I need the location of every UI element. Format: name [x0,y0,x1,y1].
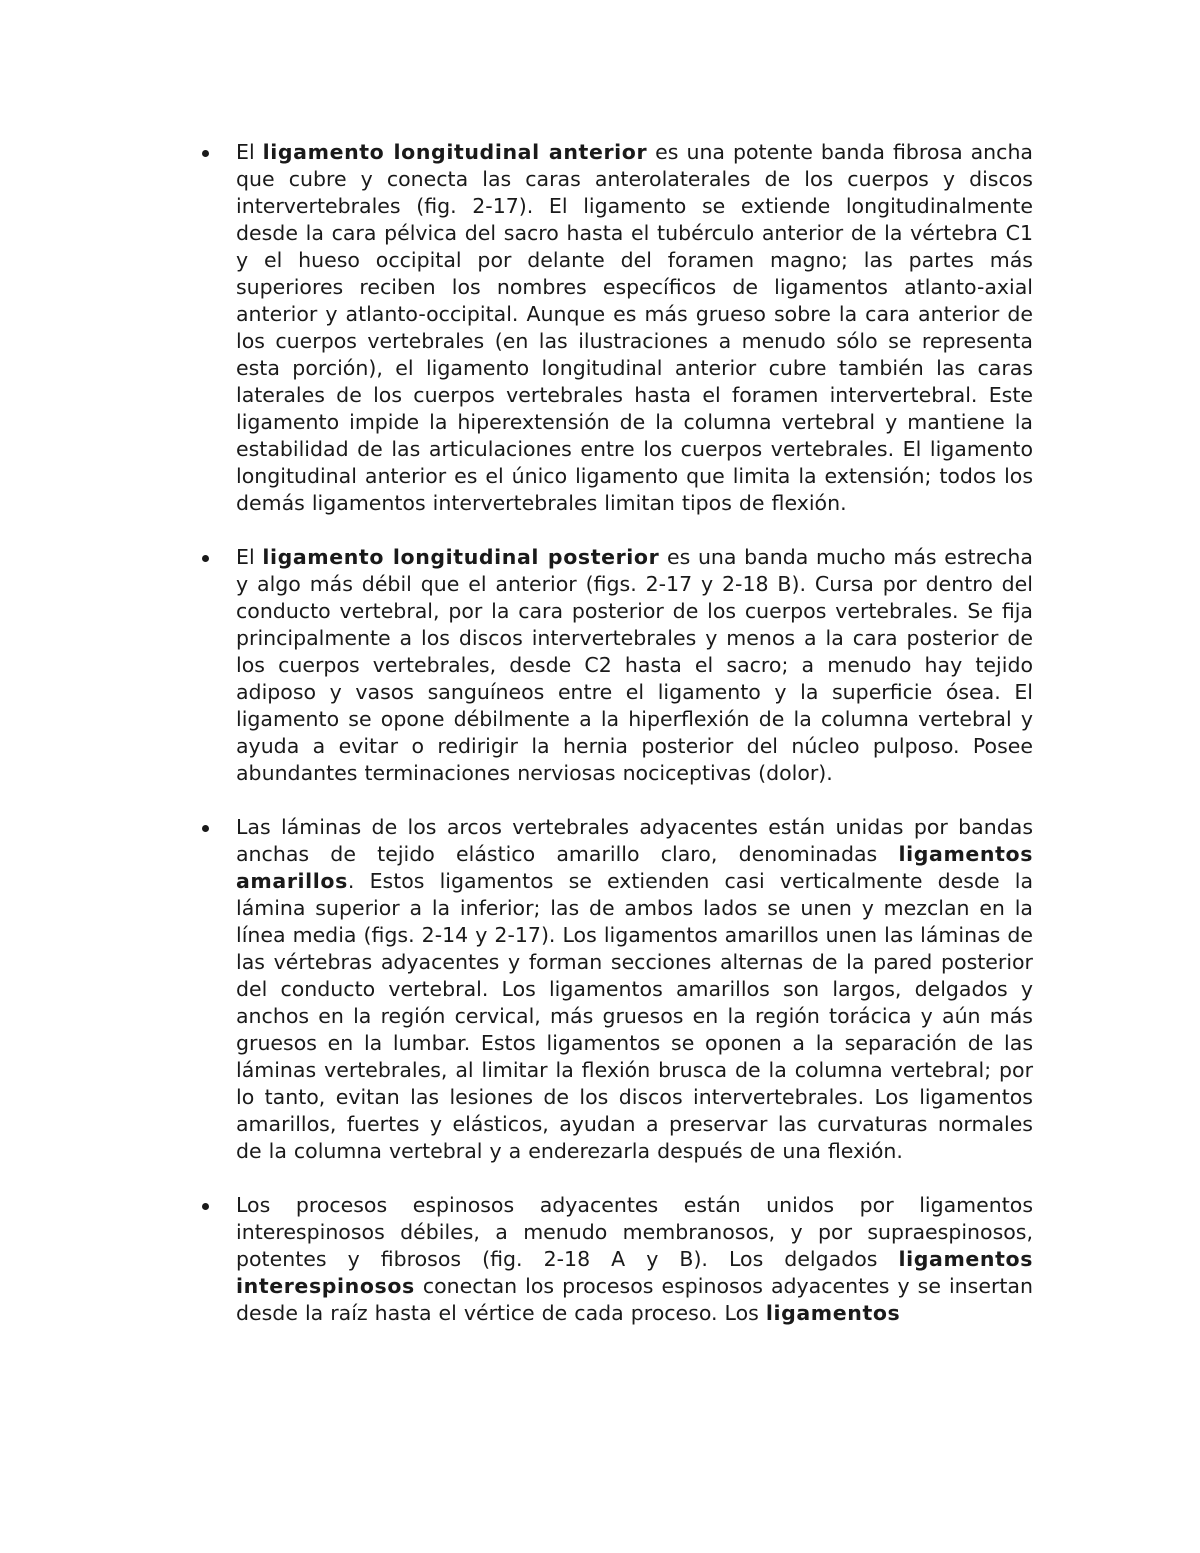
bullet-icon [202,555,209,562]
paragraph-text: conectan los procesos espinosos adyacentes y se insertan desde la raíz hasta el vértice de cada proceso. Los [236,1274,1033,1325]
paragraph-text: es una banda mucho más estrecha y algo más débil que el anterior (figs. 2-17 y 2-18 B). Cursa por dentro del conducto vertebral, por la cara posterior de los cuerpos vertebrales. Se fija principalmente a los discos intervertebrales y menos a la cara posterior de los cuerpos vertebrales, desde C2 hasta el sacro; a menudo hay tejido adiposo y vasos sanguíneos entre el ligamento y la superficie ósea. El ligamento se opone débilmente a la hiperflexión de la columna vertebral y ayuda a evitar o redirigir la hernia posterior del núcleo pulposo. Posee abundantes terminaciones nerviosas nociceptivas (dolor). [236,545,1033,785]
list-item [236,814,1033,1165]
list-item [236,139,1033,517]
paragraph-text: El [236,140,263,164]
paragraph-text: es una potente banda fibrosa ancha que cubre y conecta las caras anterolaterales de los cuerpos y discos intervertebrales (fig. 2-17). El ligamento se extiende longitudinalmente desde la cara pélvica del sacro hasta el tubérculo anterior de la vértebra C1 y el hueso occipital por delante del foramen magno; las partes más superiores reciben los nombres específicos de ligamentos atlanto-axial anterior y atlanto-occipital. Aunque es más grueso sobre la cara anterior de los cuerpos vertebrales (en las ilustraciones a menudo sólo se representa esta porción), el ligamento longitudinal anterior cubre también las caras laterales de los cuerpos vertebrales hasta el foramen intervertebral. Este ligamento impide la hiperextensión de la columna vertebral y mantiene la estabilidad de las articulaciones entre los cuerpos vertebrales. El ligamento longitudinal anterior es el único ligamento que limita la extensión; todos los demás ligamentos intervertebrales limitan tipos de flexión. [236,140,1033,515]
list-item [236,544,1033,787]
bold-term: ligamento longitudinal posterior [262,545,660,569]
paragraph-text: Las láminas de los arcos vertebrales adyacentes están unidas por bandas anchas de tejido elástico amarillo claro, denominadas [236,815,1033,866]
bullet-list [236,139,1033,1354]
bold-term: ligamentos interespinosos [236,1247,1033,1298]
bullet-icon [202,825,209,832]
bullet-icon [202,1203,209,1210]
paragraph-text: Los procesos espinosos adyacentes están unidos por ligamentos interespinosos débiles, a menudo membranosos, y por supraespinosos, potentes y fibrosos (fig. 2-18 A y B). Los delgados [236,1193,1033,1271]
paragraph-text: El [236,545,263,569]
bold-term: ligamento longitudinal anterior [262,140,648,164]
list-item [236,1192,1033,1327]
bullet-icon [202,150,209,157]
bold-term: ligamentos amarillos [236,842,1033,893]
paragraph-text: . Estos ligamentos se extienden casi verticalmente desde la lámina superior a la inferior; las de ambos lados se unen y mezclan en la línea media (figs. 2-14 y 2-17). Los ligamentos amarillos unen las láminas de las vértebras adyacentes y forman secciones alternas de la pared posterior del conducto vertebral. Los ligamentos amarillos son largos, delgados y anchos en la región cervical, más gruesos en la región torácica y aún más gruesos en la lumbar. Estos ligamentos se oponen a la separación de las láminas vertebrales, al limitar la flexión brusca de la columna vertebral; por lo tanto, evitan las lesiones de los discos intervertebrales. Los ligamentos amarillos, fuertes y elásticos, ayudan a preservar las curvaturas normales de la columna vertebral y a enderezarla después de una flexión. [236,869,1033,1163]
bold-term: ligamentos [765,1301,901,1325]
